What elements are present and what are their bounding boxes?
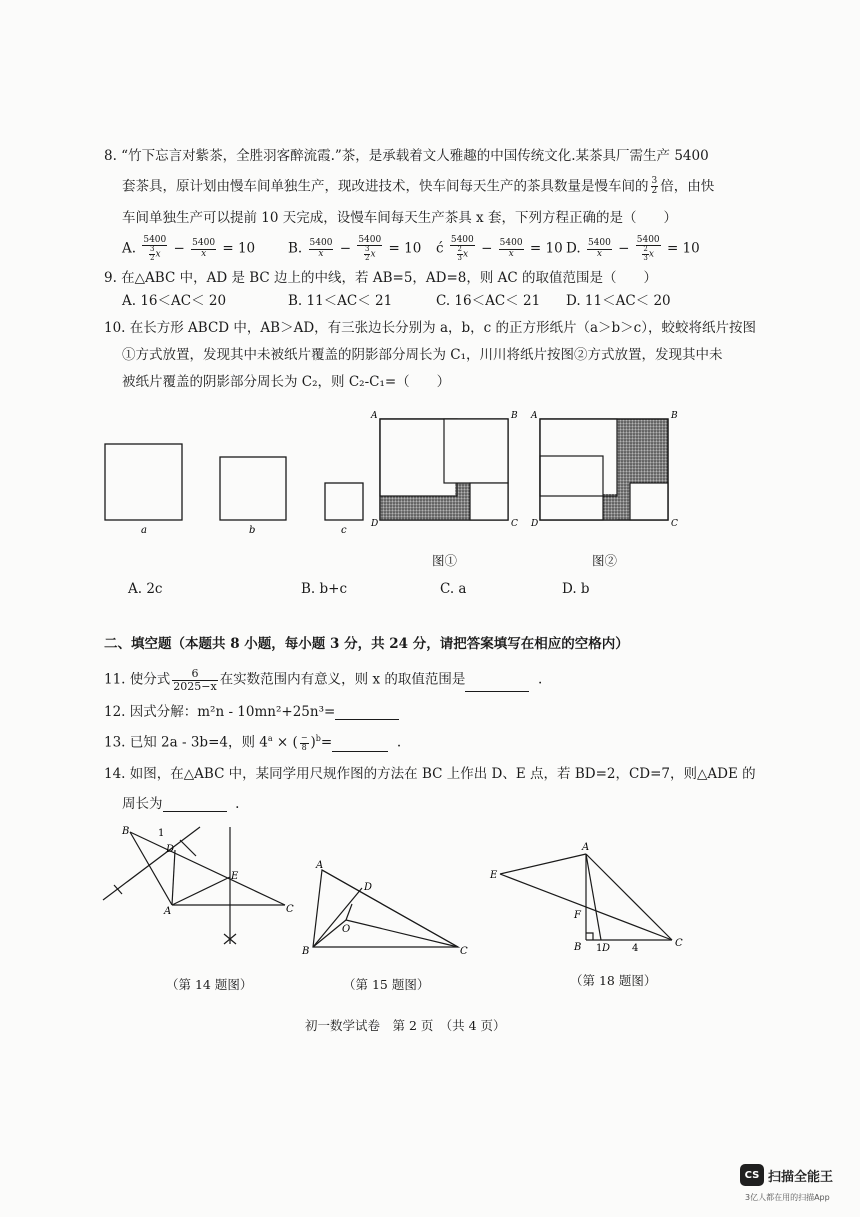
q10-figures — [0, 400, 860, 600]
geometry-figures — [0, 822, 860, 972]
svg-text:D: D — [531, 519, 539, 529]
q8-line3: 车间单独生产可以提前 10 天完成，设慢车间每天生产茶具 x 套，下列方程正确的是（ ） — [122, 210, 677, 226]
svg-text:A: A — [316, 860, 324, 871]
q12-answer-blank[interactable] — [335, 719, 399, 720]
svg-text:C: C — [675, 938, 683, 949]
logo-tagline: 3亿人都在用的扫描App — [745, 1193, 830, 1202]
q10-line1: 10. 在长方形 ABCD 中，AB＞AD，有三张边长分别为 a，b，c 的正方形纸片（a＞b＞c），蛟蛟将纸片按图 — [104, 320, 756, 336]
q10-line3: 被纸片覆盖的阴影部分周长为 C₂，则 C₂-C₁=（ ） — [122, 374, 451, 390]
svg-text:A: A — [582, 842, 590, 853]
q11-answer-blank[interactable] — [465, 691, 529, 692]
q14-line2: 周长为 . — [122, 796, 240, 812]
figure-15-caption: （第 15 题图） — [343, 977, 430, 992]
section-2-heading: 二、填空题（本题共 8 小题，每小题 3 分，共 24 分，请把答案填写在相应的空格内） — [104, 636, 629, 652]
svg-text:F: F — [574, 910, 581, 921]
square-c-label: c — [341, 525, 347, 536]
q8-option-b: B. $\frac{5400}{x}$ − 5400 $\frac{3}{2}$ x = 10 — [288, 235, 422, 262]
q9-option-d: D. 11＜AC＜ 20 — [566, 293, 671, 309]
q11: 11. 使分式 $\frac{6}{2025-x}$ 在实数范围内有意义，则 x 的取值范围是 . — [104, 667, 543, 693]
svg-text:B: B — [671, 411, 678, 421]
svg-text:C: C — [671, 519, 678, 529]
q11-fraction: $\frac{6}{2025-x}$ — [173, 667, 217, 693]
q8-option-a: A. 5400 $\frac{3}{2}$ x − $\frac{5400}{x}$ = 10 — [122, 235, 256, 262]
q13: 13. 已知 2a - 3b=4，则 $4^a$ × ( $\frac{-}{8}$ )$^b$= . — [104, 733, 402, 752]
svg-text:C: C — [511, 519, 518, 529]
svg-text:C: C — [286, 904, 294, 915]
q8-line2: 套茶具，原计划由慢车间单独生产，现改进技术，快车间每天生产的茶具数量是慢车间的 $\frac{3}{2}$ 倍，由快 — [122, 176, 715, 197]
logo-name: 扫描全能王 — [768, 1169, 834, 1185]
q9-option-c: C. 16＜AC＜ 21 — [436, 293, 541, 309]
svg-text:E: E — [490, 870, 498, 881]
q10-option-d: D. b — [562, 581, 590, 597]
q8-option-d: D. $\frac{5400}{x}$ − 5400 $\frac{2}{3}$ x = 10 — [566, 235, 700, 262]
q10-option-c: C. a — [440, 581, 467, 597]
figure-2-caption: 图② — [592, 553, 618, 568]
page-footer: 初一数学试卷 第 2 页 （共 4 页） — [305, 1018, 506, 1033]
q10-line2: ①方式放置，发现其中未被纸片覆盖的阴影部分周长为 C₁，川川将纸片按图②方式放置，发现其中未 — [122, 347, 723, 363]
svg-text:E: E — [231, 871, 239, 882]
svg-text:C: C — [460, 946, 468, 957]
svg-text:B: B — [511, 411, 518, 421]
figure-14-caption: （第 14 题图） — [166, 977, 253, 992]
square-b — [220, 457, 286, 520]
svg-text:4: 4 — [632, 943, 639, 954]
svg-text:D: D — [602, 943, 611, 954]
q8-line1: 8. “竹下忘言对紫茶，全胜羽客醉流霞.”茶，是承载着文人雅趣的中国传统文化.某茶具厂需生产 5400 — [104, 148, 709, 164]
square-a-label: a — [141, 525, 147, 536]
q14-line1: 14. 如图，在△ABC 中，某同学用尺规作图的方法在 BC 上作出 D、E 点，若 BD=2，CD=7，则△ADE 的 — [104, 766, 756, 782]
q10-option-a: A. 2c — [128, 581, 163, 597]
svg-text:B: B — [302, 946, 310, 957]
figure-1-caption: 图① — [432, 553, 458, 568]
svg-text:1: 1 — [158, 828, 165, 839]
svg-text:A: A — [164, 906, 172, 917]
square-a — [105, 444, 182, 520]
figure-18 — [500, 854, 672, 940]
svg-text:D: D — [371, 519, 379, 529]
svg-text:D: D — [166, 844, 175, 855]
svg-text:1: 1 — [596, 943, 603, 954]
q10-option-b: B. b+c — [301, 581, 348, 597]
q9-option-a: A. 16＜AC＜ 20 — [122, 293, 227, 309]
figure-1 — [370, 411, 518, 529]
cs-logo-icon: CS — [740, 1164, 764, 1186]
figure-15 — [313, 870, 458, 947]
svg-text:O: O — [342, 924, 351, 935]
svg-text:A: A — [531, 411, 538, 421]
figure-2 — [530, 411, 678, 529]
square-c — [325, 483, 363, 520]
figure-18-caption: （第 18 题图） — [570, 973, 657, 988]
fraction-three-halves: $\frac{3}{2}$ — [651, 176, 658, 197]
q14-answer-blank[interactable] — [163, 811, 227, 812]
q8-option-c: ć 5400 $\frac{2}{3}$ x − $\frac{5400}{x}$ = 10 — [436, 235, 563, 262]
q13-answer-blank[interactable] — [332, 751, 388, 752]
svg-text:D: D — [364, 882, 373, 893]
svg-text:B: B — [574, 942, 582, 953]
q9-stem: 9. 在△ABC 中，AD 是 BC 边上的中线，若 AB=5，AD=8，则 AC 的取值范围是（ ） — [104, 270, 658, 286]
scanner-logo — [740, 1164, 833, 1186]
figure-14 — [103, 827, 285, 944]
figure-15-labels — [301, 860, 468, 957]
svg-text:B: B — [122, 826, 130, 837]
q9-option-b: B. 11＜AC＜ 21 — [288, 293, 393, 309]
q12: 12. 因式分解：m²n - 10mn²+25n³= — [104, 704, 399, 720]
svg-text:A: A — [371, 411, 378, 421]
square-b-label: b — [249, 525, 256, 536]
